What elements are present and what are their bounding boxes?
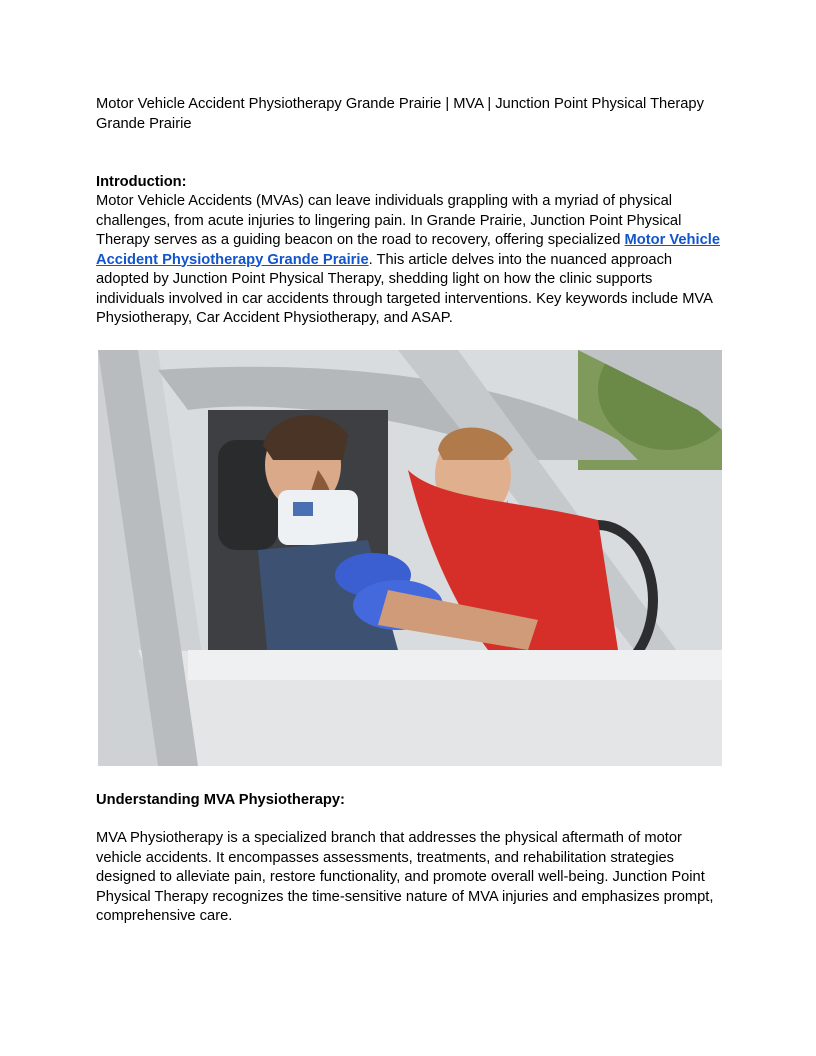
- intro-text-after-link: . This article delves into the nuanced approach adopted by Junction Point Physical Therapy, shedding light on how the clinic supports individuals involved in car accidents through targeted interventions. Key keywords include MVA Physiotherapy, Car Accident Physiotherapy, and ASAP.: [96, 251, 713, 326]
- section1-paragraph: MVA Physiotherapy is a specialized branch that addresses the physical aftermath of motor vehicle accidents. It encompasses assessments, treatments, and rehabilitation strategies designed to alleviate pain, restore functionality, and promote overall well-being. Junction Point Physical Therapy recognizes the time-sensitive nature of MVA injuries and emphasizes prompt, comprehensive care.: [96, 830, 714, 924]
- mva-physiotherapy-link[interactable]: Motor Vehicle Accident Physiotherapy Grande Prairie: [96, 232, 721, 268]
- car-accident-photo: [98, 350, 722, 766]
- section1-heading: Understanding MVA Physiotherapy:: [96, 792, 345, 808]
- document-title: Motor Vehicle Accident Physiotherapy Grande Prairie | MVA | Junction Point Physical Therapy Grande Prairie: [96, 96, 704, 132]
- intro-paragraph: [96, 192, 724, 329]
- intro-heading: Introduction:: [96, 174, 187, 190]
- intro-text-before-link: Motor Vehicle Accidents (MVAs) can leave individuals grappling with a myriad of physical challenges, from acute injuries to lingering pain. In Grande Prairie, Junction Point Physical Therapy serves as a guiding beacon on the road to recovery, offering specialized: [96, 193, 682, 248]
